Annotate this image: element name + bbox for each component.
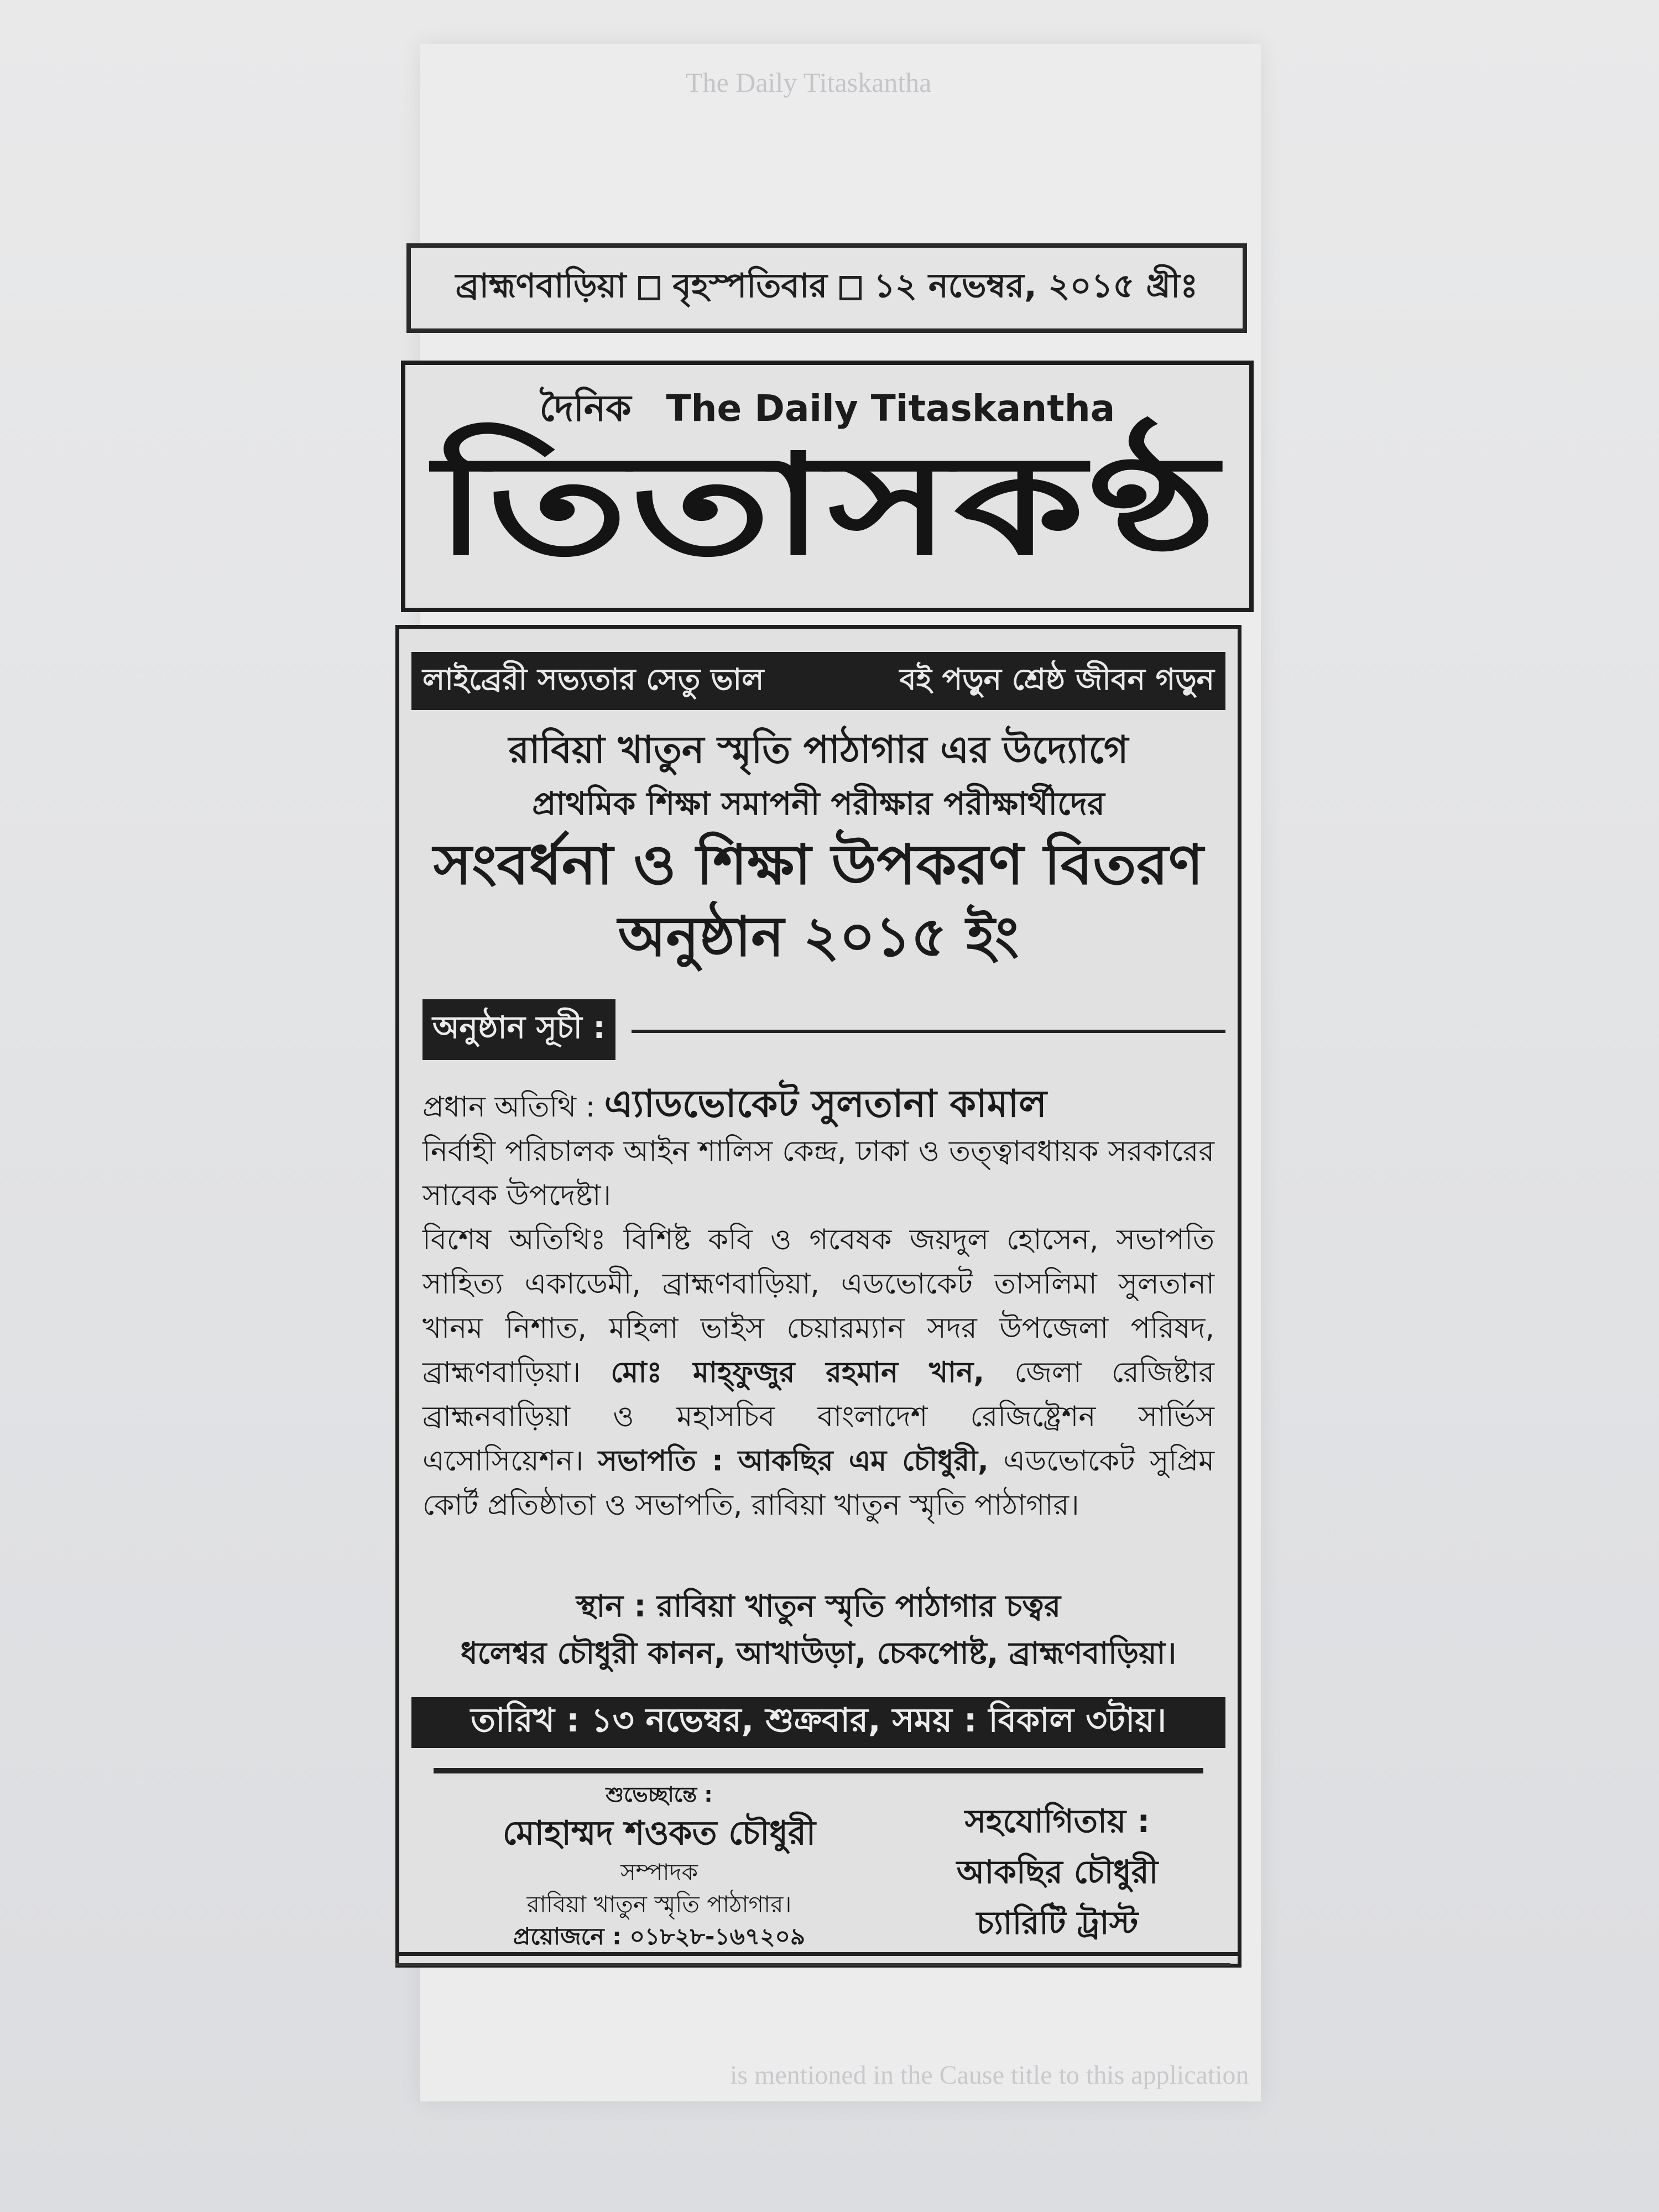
headline-block [411,723,1225,973]
special-guest-label: বিশেষ অতিথিঃ [422,1223,606,1256]
support-name-1: আকছির চৌধুরী [956,1853,1159,1891]
president-desc: এডভোকেট সুপ্রিম কোর্ট প্রতিষ্ঠাতা ও সভাপতি, রাবিয়া খাতুন স্মৃতি পাঠাগার। [422,1444,1215,1522]
headline-line-4: অনুষ্ঠান ২০১৫ ইং [618,904,1019,969]
ghost-text-top: The Daily Titaskantha [686,67,932,98]
masthead-clipping [401,361,1254,612]
venue-line-1: স্থান : রাবিয়া খাতুন স্মৃতি পাঠাগার চত্বর [576,1588,1061,1624]
program-label: অনুষ্ঠান সূচী : [422,999,615,1060]
divider [632,1030,1225,1033]
bottom-rule [395,1952,1241,1956]
headline-line-3: সংবর্ধনা ও শিক্ষা উপকরণ বিতরণ [433,832,1204,897]
greeting-name: মোহাম্মদ শওকত চৌধুরী [502,1814,816,1853]
divider [434,1768,1203,1773]
date-bar: তারিখ : ১৩ নভেম্বর, শুক্রবার, সময় : বিকাল ৩টায়। [411,1697,1225,1748]
dateline-day: বৃহস্পতিবার [672,267,828,305]
greeting-contact: প্রয়োজনে : ০১৮২৮-১৬৭২০৯ [513,1923,806,1950]
special-guest-text: বিশিষ্ট কবি ও গবেষক জয়দুল হোসেন, সভাপতি সাহিত্য একাডেমী, ব্রাহ্মণবাড়িয়া, এডভোকেট তাসলিমা সুলতানা খানম নিশাত, মহিলা ভাইস চেয়ারম্যান সদর উপজেলা পরিষদ, ব্রাহ্মণবাড়িয়া। [422,1223,1214,1389]
slogan-right: বই পড়ুন শ্রেষ্ঠ জীবন গড়ুন [899,661,1214,697]
greeting-block [421,1779,897,1953]
headline-line-2: প্রাথমিক শিক্ষা সমাপনী পরীক্ষার পরীক্ষার্থীদের [532,785,1105,822]
separator-square-icon [638,276,660,300]
dateline-place: ব্রাহ্মণবাড়িয়া [455,267,627,305]
dateline-date: ১২ নভেম্বর, ২০১৫ খ্রীঃ [874,267,1198,305]
greeting-label: শুভেচ্ছান্তে : [606,1782,713,1807]
slogan-left: লাইব্রেরী সভ্যতার সেতু ভাল [422,661,764,697]
separator-square-icon [839,276,862,300]
chief-guest-desc: নির্বাহী পরিচালক আইন শালিস কেন্দ্র, ঢাকা ও তত্ত্বাবধায়ক সরকারের সাবেক উপদেষ্টা। [422,1135,1214,1212]
greeting-org: রাবিয়া খাতুন স্মৃতি পাঠাগার। [526,1891,792,1918]
special-guest-text-2: জেলা রেজিষ্টার ব্রাহ্মনবাড়িয়া ও মহাসচিব বাংলাদেশ রেজিষ্ট্রেশন সার্ভিস এসোসিয়েশন। [422,1356,1215,1478]
masthead-title: তিতাসকণ্ঠ [434,423,1220,586]
president-label: সভাপতি : [598,1444,723,1478]
chief-guest-line [422,1082,1214,1129]
bottom-rule [395,1963,1230,1966]
advertisement-clipping [395,625,1241,1968]
president-name: আকছির এম চৌধুরী, [738,1444,989,1478]
special-guest-paragraph [422,1218,1214,1527]
chief-guest-label: প্রধান অতিথি : [422,1091,596,1124]
masthead-label-en: The Daily Titaskantha [666,387,1115,430]
slogan-bar [411,652,1225,710]
program-body [422,1082,1214,1527]
dateline-clipping [406,243,1247,333]
support-label: সহযোগিতায় : [964,1802,1150,1840]
special-guest-name-2: মোঃ মাহ্ফুজুর রহমান খান, [611,1356,985,1389]
support-name-2: চ্যারিটি ট্রাস্ট [976,1904,1139,1942]
support-block [908,1796,1207,1948]
chief-guest-name: এ্যাডভোকেট সুলতানা কামাল [604,1082,1047,1126]
masthead-label-bn: দৈনিক [539,387,632,430]
ghost-text-bottom: is mentioned in the Cause title to this application [730,2060,1249,2090]
venue-block [422,1583,1214,1677]
venue-line-2: ধলেশ্বর চৌধুরী কানন, আখাউড়া, চেকপোষ্ট, ব্রাহ্মণবাড়িয়া। [460,1635,1177,1671]
headline-line-1: রাবিয়া খাতুন স্মৃতি পাঠাগার এর উদ্যোগে [508,728,1129,772]
greeting-role: সম্পাদক [620,1859,698,1886]
